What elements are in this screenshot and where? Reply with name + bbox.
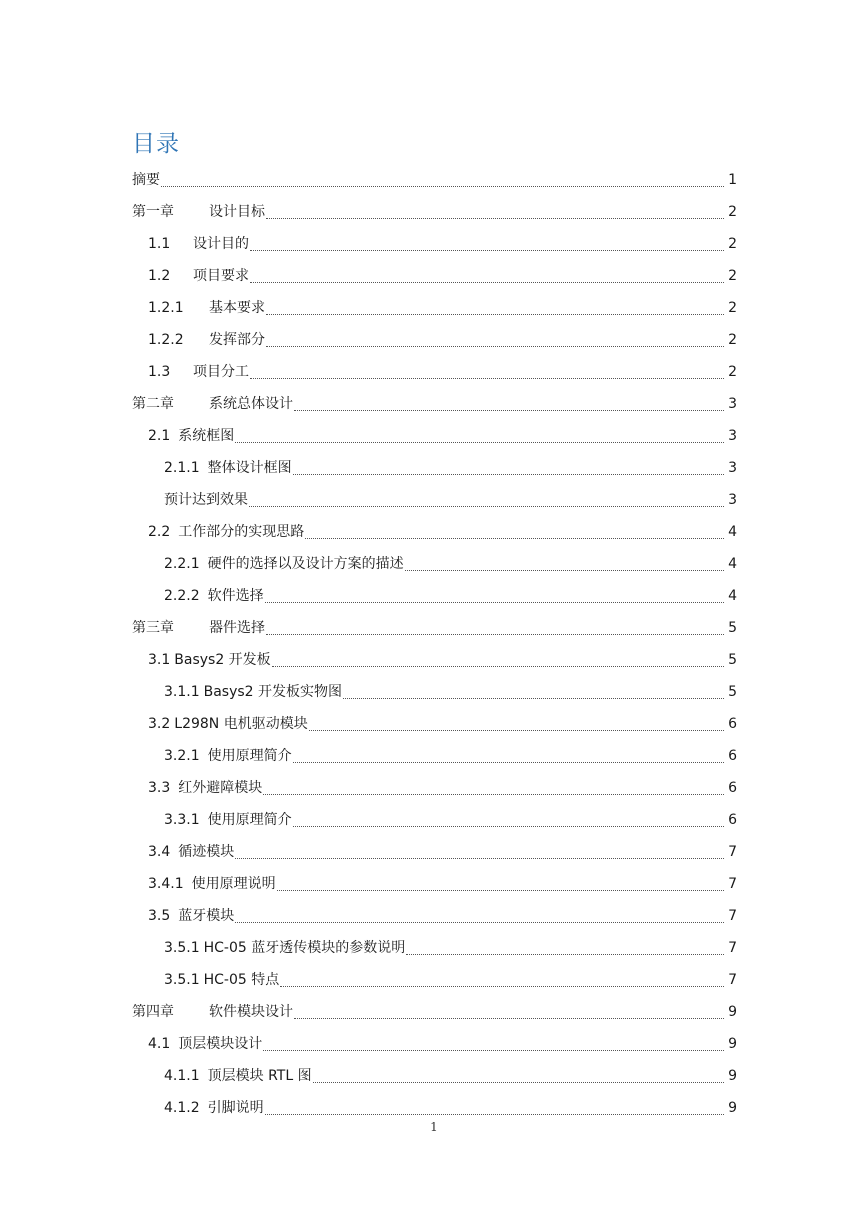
toc-entry-text: 顶层模块设计 <box>178 1036 263 1052</box>
toc-leader-dots <box>235 857 724 859</box>
toc-entry-chapter-4[interactable] <box>132 996 737 1028</box>
toc-entry-number: 3.4.1 <box>148 876 184 892</box>
toc-entry-number: 3.2.1 <box>164 748 200 764</box>
toc-leader-dots <box>313 1081 724 1083</box>
footer-page-number: 1 <box>430 1120 438 1134</box>
toc-entry-1-3[interactable] <box>148 356 737 388</box>
toc-leader-dots <box>293 761 724 763</box>
toc-entry-page: 5 <box>728 652 737 668</box>
toc-entry-3-1[interactable] <box>148 644 737 676</box>
toc-leader-dots <box>161 185 724 187</box>
toc-entry-number: 3.3 <box>148 780 171 796</box>
toc-entry-1-1[interactable] <box>148 228 737 260</box>
toc-entry-page: 9 <box>728 1068 737 1084</box>
toc-leader-dots <box>263 793 724 795</box>
toc-entry-page: 6 <box>728 748 737 764</box>
toc-entry-page: 7 <box>728 972 737 988</box>
toc-entry-number: 2.2.1 <box>164 556 200 572</box>
toc-entry-number: 4.1 <box>148 1036 171 1052</box>
toc-entry-number: 第三章 <box>132 620 174 636</box>
toc-leader-dots <box>280 985 724 987</box>
toc-entry-page: 2 <box>728 236 737 252</box>
toc-entry-2-1[interactable] <box>148 420 737 452</box>
toc-entry-page: 5 <box>728 684 737 700</box>
toc-entry-page: 9 <box>728 1100 737 1116</box>
toc-entry-page: 7 <box>728 940 737 956</box>
toc-leader-dots <box>266 345 724 347</box>
toc-entry-number: 2.1 <box>148 428 171 444</box>
toc-entry-text: HC-05 蓝牙透传模块的参数说明 <box>203 940 406 956</box>
toc-entry-3-2-1[interactable] <box>164 740 737 772</box>
toc-entry-page: 7 <box>728 908 737 924</box>
toc-entry-chapter-1[interactable] <box>132 196 737 228</box>
toc-entry-text: 基本要求 <box>209 300 265 316</box>
toc-entry-text: 摘要 <box>132 172 160 188</box>
toc-entry-4-1[interactable] <box>148 1028 737 1060</box>
toc-entry-text: 使用原理说明 <box>191 876 276 892</box>
toc-entry-text: 引脚说明 <box>207 1100 264 1116</box>
toc-leader-dots <box>266 313 724 315</box>
toc-entry-number: 1.2.1 <box>148 300 184 316</box>
toc-entry-text: 发挥部分 <box>209 332 265 348</box>
toc-entry-page: 3 <box>728 492 737 508</box>
toc-entry-page: 2 <box>728 300 737 316</box>
toc-entry-page: 2 <box>728 332 737 348</box>
toc-entry-page: 6 <box>728 716 737 732</box>
toc-entry-number: 3.1 <box>148 652 171 668</box>
toc-entry-text: 蓝牙模块 <box>178 908 235 924</box>
toc-entry-page: 6 <box>728 780 737 796</box>
toc-entry-number: 3.2 <box>148 716 171 732</box>
toc-leader-dots <box>266 217 724 219</box>
toc-leader-dots <box>309 729 724 731</box>
toc-entry-number: 1.3 <box>148 364 171 380</box>
toc-entry-3-5-1-features[interactable] <box>164 964 737 996</box>
toc-entry-page: 2 <box>728 268 737 284</box>
toc-entry-page: 1 <box>728 172 737 188</box>
toc-entry-2-1-1[interactable] <box>164 452 737 484</box>
toc-entry-number: 第二章 <box>132 396 174 412</box>
toc-entry-3-3[interactable] <box>148 772 737 804</box>
toc-leader-dots <box>249 505 724 507</box>
toc-leader-dots <box>266 633 724 635</box>
toc-entry-abstract[interactable] <box>132 164 737 196</box>
toc-entry-text: 整体设计框图 <box>207 460 292 476</box>
toc-entry-text: 器件选择 <box>209 620 265 636</box>
toc-entry-number: 3.1.1 <box>164 684 200 700</box>
toc-leader-dots <box>265 601 724 603</box>
toc-leader-dots <box>265 1113 724 1115</box>
toc-entry-number: 3.5 <box>148 908 171 924</box>
toc-entry-page: 4 <box>728 556 737 572</box>
toc-entry-number: 1.2 <box>148 268 171 284</box>
toc-entry-text: 设计目的 <box>193 236 249 252</box>
toc-entry-number: 3.4 <box>148 844 171 860</box>
toc-entry-number: 4.1.1 <box>164 1068 200 1084</box>
toc-leader-dots <box>406 953 724 955</box>
toc-leader-dots <box>405 569 724 571</box>
toc-leader-dots <box>272 665 724 667</box>
toc-leader-dots <box>277 889 724 891</box>
toc-entry-2-2-2[interactable] <box>164 580 737 612</box>
toc-entry-page: 3 <box>728 428 737 444</box>
toc-entry-3-3-1[interactable] <box>164 804 737 836</box>
toc-entry-number: 2.2.2 <box>164 588 200 604</box>
toc-entry-number: 3.5.1 <box>164 972 200 988</box>
toc-entry-text: 设计目标 <box>209 204 265 220</box>
toc-entry-text: 软件模块设计 <box>209 1004 293 1020</box>
toc-entry-text: Basys2 开发板实物图 <box>203 684 343 700</box>
toc-entry-page: 7 <box>728 844 737 860</box>
toc-entry-text: 项目分工 <box>193 364 249 380</box>
toc-entry-3-5[interactable] <box>148 900 737 932</box>
toc-entry-page: 3 <box>728 396 737 412</box>
toc-entry-text: L298N 电机驱动模块 <box>174 716 308 732</box>
toc-entry-chapter-3[interactable] <box>132 612 737 644</box>
toc-entry-number: 3.3.1 <box>164 812 200 828</box>
toc-leader-dots <box>343 697 724 699</box>
toc-entry-2-2-1[interactable] <box>164 548 737 580</box>
toc-entry-text: 红外避障模块 <box>178 780 263 796</box>
toc-entry-page: 2 <box>728 364 737 380</box>
toc-entry-page: 4 <box>728 588 737 604</box>
toc-entry-text: 循迹模块 <box>178 844 235 860</box>
toc-leader-dots <box>293 825 724 827</box>
toc-entry-4-1-1[interactable] <box>164 1060 737 1092</box>
toc-leader-dots <box>294 1017 724 1019</box>
toc-entry-text: 工作部分的实现思路 <box>178 524 305 540</box>
toc-entry-3-4[interactable] <box>148 836 737 868</box>
toc-entry-text: 系统框图 <box>178 428 235 444</box>
toc-leader-dots <box>263 1049 724 1051</box>
toc-entry-chapter-2[interactable] <box>132 388 737 420</box>
toc-entry-text: 软件选择 <box>207 588 264 604</box>
toc-entry-expected-effect[interactable] <box>164 484 737 516</box>
toc-leader-dots <box>235 441 724 443</box>
toc-entry-page: 5 <box>728 620 737 636</box>
toc-entry-1-2-2[interactable] <box>148 324 737 356</box>
toc-entry-text: 项目要求 <box>193 268 249 284</box>
toc-leader-dots <box>294 409 724 411</box>
toc-entry-number: 1.1 <box>148 236 171 252</box>
toc-entry-page: 6 <box>728 812 737 828</box>
toc-entry-number: 3.5.1 <box>164 940 200 956</box>
toc-entry-page: 2 <box>728 204 737 220</box>
toc-entry-2-2[interactable] <box>148 516 737 548</box>
toc-entry-text: HC-05 特点 <box>203 972 280 988</box>
toc-leader-dots <box>250 249 724 251</box>
toc-entry-number: 2.2 <box>148 524 171 540</box>
toc-entry-page: 3 <box>728 460 737 476</box>
toc-entry-page: 9 <box>728 1036 737 1052</box>
toc-entry-number: 第一章 <box>132 204 174 220</box>
toc-entry-page: 7 <box>728 876 737 892</box>
toc-entry-page: 4 <box>728 524 737 540</box>
toc-entry-text: 使用原理简介 <box>207 748 292 764</box>
toc-heading: 目录 <box>132 131 180 157</box>
toc-entry-text: 使用原理简介 <box>207 812 292 828</box>
toc-leader-dots <box>250 281 724 283</box>
toc-entry-text: 顶层模块 RTL 图 <box>207 1068 312 1084</box>
toc-leader-dots <box>235 921 724 923</box>
toc-entry-3-1-1[interactable] <box>164 676 737 708</box>
toc-entry-number: 2.1.1 <box>164 460 200 476</box>
toc-leader-dots <box>293 473 724 475</box>
toc-entry-text: 硬件的选择以及设计方案的描述 <box>207 556 404 572</box>
toc-entry-1-2[interactable] <box>148 260 737 292</box>
toc-leader-dots <box>305 537 724 539</box>
toc-entry-page: 9 <box>728 1004 737 1020</box>
toc-entry-3-4-1[interactable] <box>148 868 737 900</box>
toc-entry-number: 4.1.2 <box>164 1100 200 1116</box>
toc-entry-text: Basys2 开发板 <box>174 652 271 668</box>
toc-entry-number: 1.2.2 <box>148 332 184 348</box>
toc-entry-text: 预计达到效果 <box>164 492 248 508</box>
toc-entry-3-2[interactable] <box>148 708 737 740</box>
toc-leader-dots <box>250 377 724 379</box>
toc-entry-number: 第四章 <box>132 1004 174 1020</box>
toc-entry-text: 系统总体设计 <box>209 396 293 412</box>
toc-entry-1-2-1[interactable] <box>148 292 737 324</box>
toc-entry-3-5-1-params[interactable] <box>164 932 737 964</box>
